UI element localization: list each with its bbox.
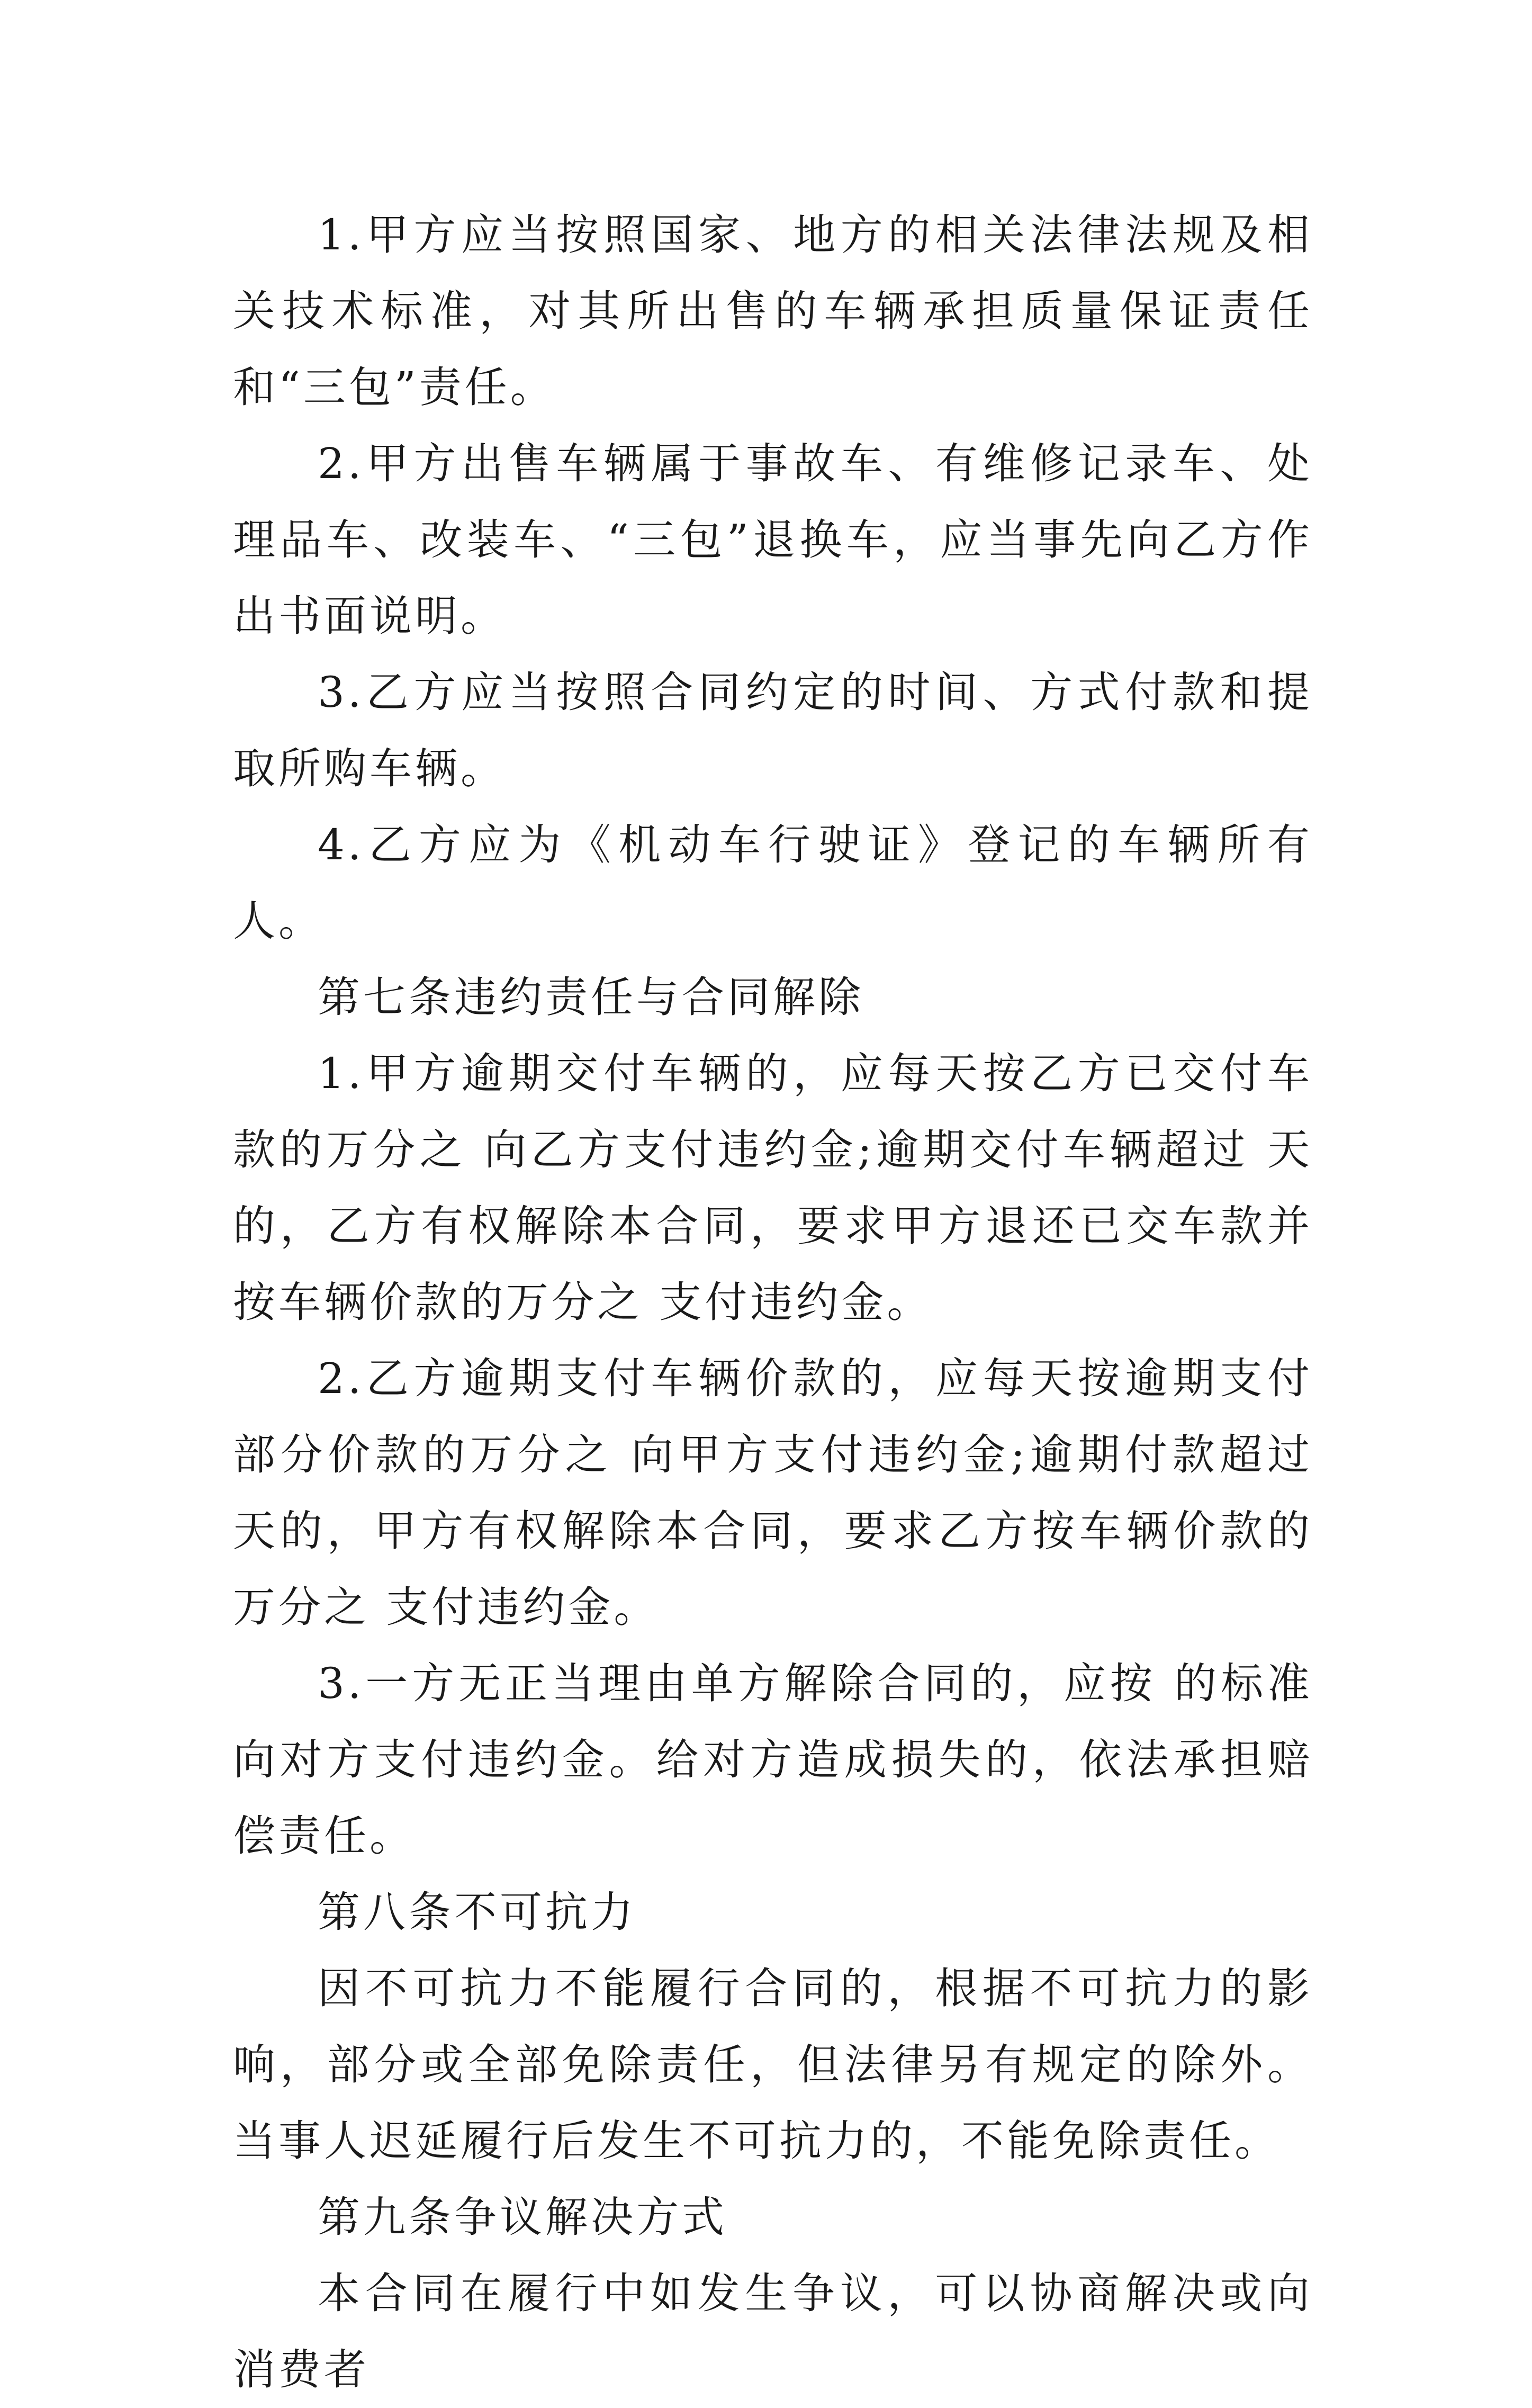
clause-dispute-resolution: 本合同在履行中如发生争议，可以协商解决或向消费者 bbox=[233, 2269, 1313, 2394]
section-heading-article-8: 第八条不可抗力 bbox=[318, 1888, 636, 1937]
clause-force-majeure: 因不可抗力不能履行合同的，根据不可抗力的影响，部分或全部免除责任，但法律另有规定的除外。当事人迟延履行后发生不可抗力的，不能免除责任。 bbox=[233, 1964, 1313, 2166]
clause-unilateral-termination: 3.一方无正当理由单方解除合同的，应按 的标准向对方支付违约金。给对方造成损失的，依法承担赔偿责任。 bbox=[233, 1659, 1313, 1861]
section-heading-article-9: 第九条争议解决方式 bbox=[318, 2193, 727, 2242]
document-body bbox=[233, 197, 1330, 2408]
clause-payment-pickup: 3.乙方应当按照合同约定的时间、方式付款和提取所购车辆。 bbox=[233, 668, 1313, 793]
section-heading-article-7: 第七条违约责任与合同解除 bbox=[318, 973, 864, 1022]
clause-seller-late-delivery: 1.甲方逾期交付车辆的，应每天按乙方已交付车款的万分之 向乙方支付违约金;逾期交付车辆超过 天的，乙方有权解除本合同，要求甲方退还已交车款并按车辆价款的万分之 支付违约金。 bbox=[233, 1049, 1313, 1327]
clause-vehicle-disclosure: 2.甲方出售车辆属于事故车、有维修记录车、处理品车、改装车、“三包”退换车，应当事先向乙方作出书面说明。 bbox=[233, 439, 1313, 641]
clause-buyer-late-payment: 2.乙方逾期支付车辆价款的，应每天按逾期支付部分价款的万分之 向甲方支付违约金;逾期付款超过 天的，甲方有权解除本合同，要求乙方按车辆价款的万分之 支付违约金。 bbox=[233, 1354, 1330, 1632]
clause-registered-owner: 4.乙方应为《机动车行驶证》登记的车辆所有人。 bbox=[233, 820, 1313, 946]
clause-quality-guarantee: 1.甲方应当按照国家、地方的相关法律法规及相关技术标准，对其所出售的车辆承担质量保证责任和“三包”责任。 bbox=[233, 210, 1313, 412]
